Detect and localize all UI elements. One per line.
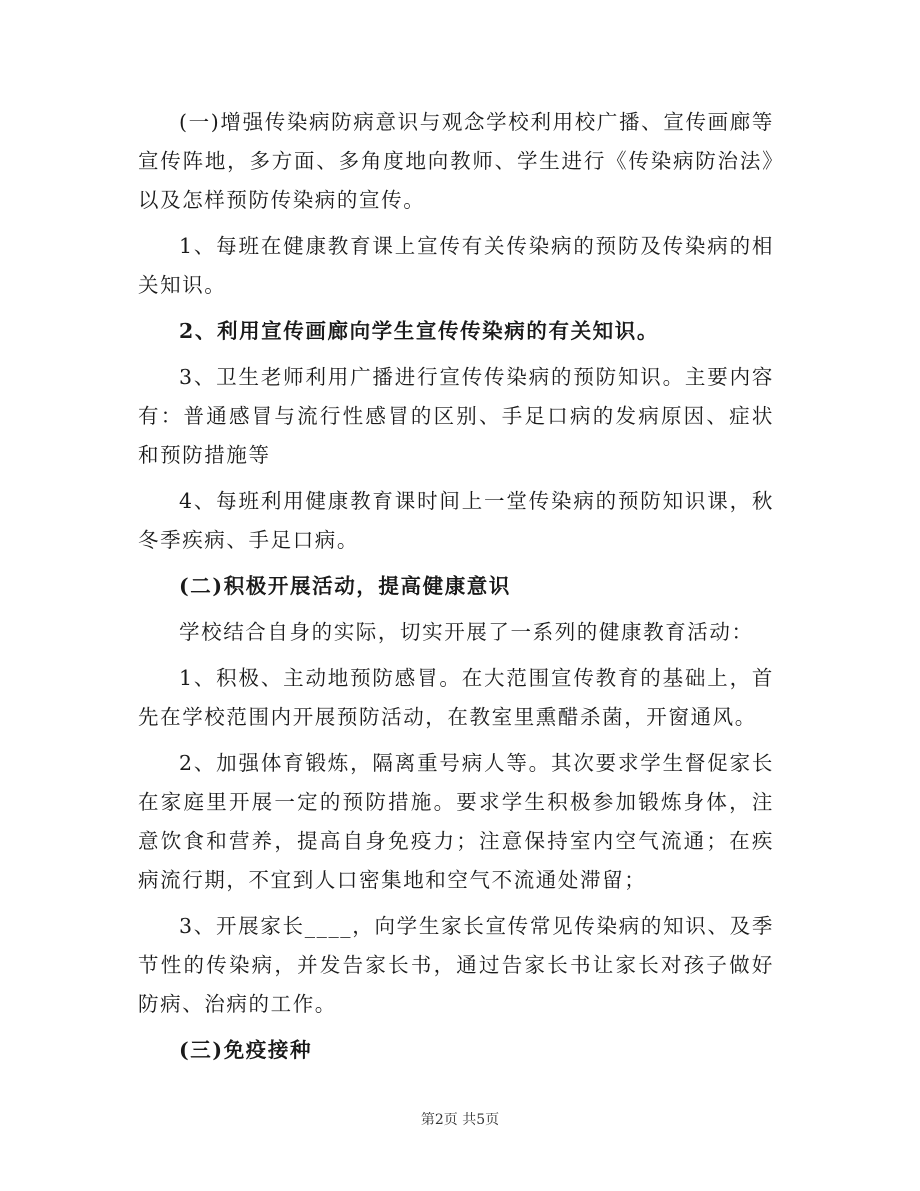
paragraph-9: 2、加强体育锻炼，隔离重号病人等。其次要求学生督促家长在家庭里开展一定的预防措施。要求学生积极参加锻炼身体，注意饮食和营养，提高自身免疫力；注意保持室内空气流通；在疾病流行期，不宜到人口密集地和空气不流通处滞留；	[138, 751, 774, 892]
paragraph-8: 1、积极、主动地预防感冒。在大范围宣传教育的基础上，首先在学校范围内开展预防活动，在教室里熏醋杀菌，开窗通风。	[138, 666, 774, 729]
paragraph-10: 3、开展家长____，向学生家长宣传常见传染病的知识、及季节性的传染病，并发告家长书，通过告家长书让家长对孩子做好防病、治病的工作。	[138, 914, 774, 1016]
page-number-footer: 第2页 共5页	[420, 1112, 500, 1128]
document-body	[138, 103, 774, 1077]
section-heading-3: (三)免疫接种	[179, 1038, 313, 1062]
paragraph-3: 2、利用宣传画廊向学生宣传传染病的有关知识。	[179, 319, 659, 343]
paragraph-4: 3、卫生老师利用广播进行宣传传染病的预防知识。主要内容有：普通感冒与流行性感冒的区别、手足口病的发病原因、症状和预防措施等	[138, 365, 774, 467]
paragraph-5: 4、每班利用健康教育课时间上一堂传染病的预防知识课，秋冬季疾病、手足口病。	[138, 489, 774, 552]
paragraph-7: 学校结合自身的实际，切实开展了一系列的健康教育活动：	[179, 620, 754, 644]
paragraph-1: (一)增强传染病防病意识与观念学校利用校广播、宣传画廊等宣传阵地，多方面、多角度地向教师、学生进行《传染病防治法》以及怎样预防传染病的宣传。	[138, 110, 774, 212]
section-heading-2: (二)积极开展活动，提高健康意识	[179, 574, 511, 598]
paragraph-2: 1、每班在健康教育课上宣传有关传染病的预防及传染病的相关知识。	[138, 234, 774, 297]
